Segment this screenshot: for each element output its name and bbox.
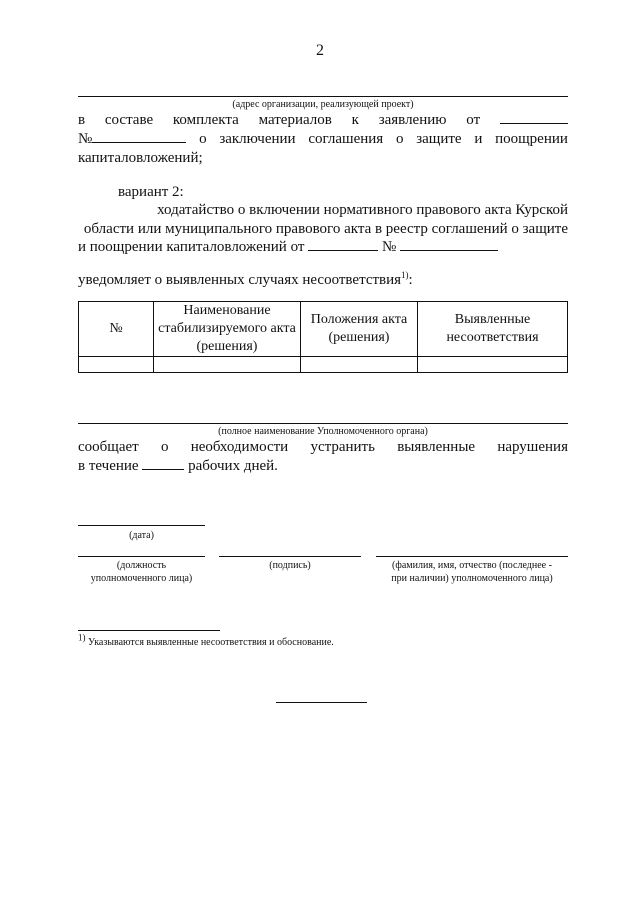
para2-line2: области или муниципального правового акта в реестр соглашений о защите	[83, 221, 568, 237]
org-address-caption: (адрес организации, реализующей проект)	[232, 99, 414, 110]
para1-word: соглашения	[308, 131, 384, 147]
application-date-blank[interactable]	[500, 123, 568, 124]
para1-line3: капиталовложений;	[78, 150, 203, 166]
notify-text: уведомляет о выявленных случаях несоответствия	[78, 272, 402, 288]
full-name-caption: (фамилия, имя, отчество (последнее - при наличии) уполномоченного лица)	[391, 560, 553, 584]
full-name-line	[376, 556, 568, 557]
signature-caption: (подпись)	[269, 560, 311, 571]
para3-word: нарушения	[497, 439, 568, 455]
table-row	[79, 357, 568, 373]
para3-word: выявленные	[397, 439, 476, 455]
para3-line2-prefix: в течение	[78, 458, 139, 474]
para2-line1: ходатайство о включении нормативного правового акта Курской	[157, 202, 568, 218]
para1-line1	[78, 111, 568, 130]
position-line	[78, 556, 205, 557]
footnote-number: 1)	[78, 632, 86, 643]
table-cell[interactable]	[418, 357, 568, 373]
para3-line2-suffix: рабочих дней.	[188, 458, 278, 474]
number-sign: №	[381, 239, 397, 255]
col-header-act-provisions: Положения акта (решения)	[301, 302, 418, 357]
authority-name-caption: (полное наименование Уполномоченного органа)	[218, 426, 428, 437]
table-cell[interactable]	[301, 357, 418, 373]
authority-name-line	[78, 423, 568, 424]
signature-line	[219, 556, 361, 557]
para1-word: составе	[104, 112, 154, 128]
table-cell[interactable]	[154, 357, 301, 373]
notify-colon: :	[408, 272, 413, 288]
variant-label: вариант 2:	[118, 184, 184, 200]
table-cell[interactable]	[79, 357, 154, 373]
para1-word: поощрении	[495, 131, 568, 147]
position-caption: (должность уполномоченного лица)	[90, 560, 193, 584]
registry-number-blank[interactable]	[400, 250, 498, 251]
para1-word: материалов	[258, 112, 332, 128]
footnote-mark: 1)	[401, 270, 409, 280]
nonconformity-table	[78, 301, 568, 373]
footnote-text: Указываются выявленные несоответствия и обоснование.	[88, 637, 334, 648]
date-line	[78, 525, 205, 526]
org-address-line	[78, 96, 568, 97]
footnote-separator	[78, 630, 220, 631]
para1-word: о	[395, 131, 404, 147]
para3-word: устранить	[310, 439, 375, 455]
table-header-row	[79, 302, 568, 357]
para1-word: защите	[416, 131, 462, 147]
col-header-number: №	[79, 302, 154, 357]
para1-word: в	[78, 112, 86, 128]
number-sign: №	[78, 131, 93, 147]
footnote	[78, 632, 334, 648]
para3-line2	[78, 457, 278, 476]
para2-line3-text: и поощрении капиталовложений от	[78, 239, 305, 255]
para1-line2-start	[78, 130, 186, 149]
para3-word: сообщает	[78, 439, 139, 455]
para1-word: и	[474, 131, 483, 147]
para1-word: заявлению	[378, 112, 447, 128]
page-number: 2	[316, 42, 324, 59]
para2-line3	[78, 238, 498, 257]
col-header-act-name: Наименование стабилизируемого акта (решения)	[154, 302, 301, 357]
end-rule	[276, 702, 367, 703]
para1-word: комплекта	[172, 112, 239, 128]
application-number-blank[interactable]	[92, 142, 186, 143]
notify-line	[78, 271, 413, 290]
para3-word: о	[160, 439, 169, 455]
para1-line2	[78, 130, 568, 149]
para1-word: от	[466, 112, 481, 128]
registry-date-blank[interactable]	[308, 250, 378, 251]
date-caption: (дата)	[129, 530, 154, 541]
para1-word: заключении	[219, 131, 296, 147]
para1-word: к	[351, 112, 359, 128]
col-header-nonconformities: Выявленные несоответствия	[418, 302, 568, 357]
para3-line1	[78, 438, 568, 457]
days-count-blank[interactable]	[142, 469, 184, 470]
para3-word: необходимости	[190, 439, 289, 455]
para1-word: о	[199, 131, 207, 147]
